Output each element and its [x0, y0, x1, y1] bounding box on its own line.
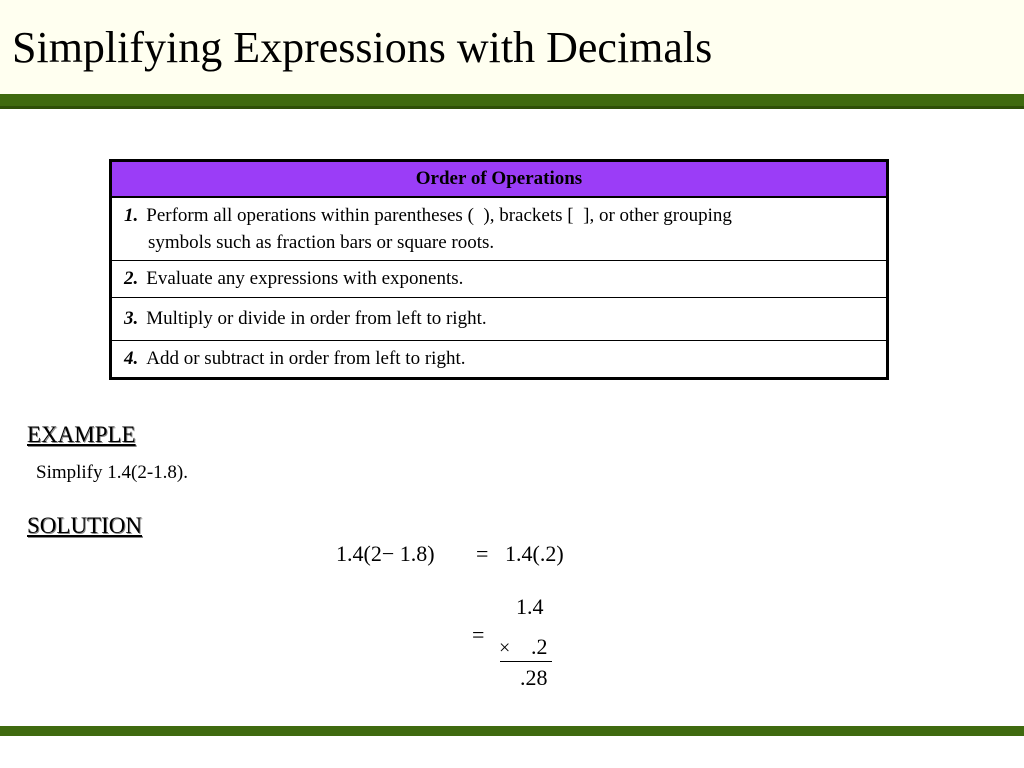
product-line: [500, 661, 552, 662]
solution-heading: SOLUTION: [27, 513, 142, 538]
solution-step1-equals: =: [476, 541, 489, 566]
example-heading: EXAMPLE: [27, 422, 136, 447]
step-number: 4.: [124, 348, 139, 369]
step-text: Evaluate any expressions with exponents.: [146, 268, 464, 289]
bottom-accent-bar: [0, 726, 1024, 736]
solution-step1-right: 1.4(.2): [505, 541, 564, 566]
step-text: Multiply or divide in order from left to right.: [146, 308, 487, 329]
table-row: [111, 261, 888, 298]
table-cell: [111, 197, 888, 261]
top-accent-bar: [0, 94, 1024, 109]
table-cell: [111, 298, 888, 341]
multiplier: .2: [531, 634, 548, 659]
step-text: Add or subtract in order from left to right.: [146, 348, 466, 369]
step-number: 3.: [124, 308, 139, 329]
step-number: 2.: [124, 268, 139, 289]
table-cell: [111, 341, 888, 379]
multiplicand: 1.4: [516, 594, 544, 619]
example-problem: Simplify 1.4(2-1.8).: [36, 462, 188, 483]
table-row: [111, 298, 888, 341]
step-text: Perform all operations within parentheses ( ), brackets [ ], or other grouping: [146, 205, 732, 226]
solution-step1-left: 1.4(2− 1.8): [336, 541, 435, 566]
slide-title: Simplifying Expressions with Decimals: [12, 23, 713, 72]
table-header: Order of Operations: [111, 161, 888, 198]
table-cell: [111, 261, 888, 298]
times-sign: ×: [499, 637, 511, 659]
step-number: 1.: [124, 205, 139, 226]
order-of-operations-table: [109, 159, 889, 380]
multiplication-equals: =: [472, 622, 485, 647]
table-row: [111, 341, 888, 379]
product-result: .28: [520, 665, 548, 690]
step-text-continued: symbols such as fraction bars or square roots.: [148, 232, 495, 253]
table-row: [111, 197, 888, 261]
table-header-row: [111, 161, 888, 198]
